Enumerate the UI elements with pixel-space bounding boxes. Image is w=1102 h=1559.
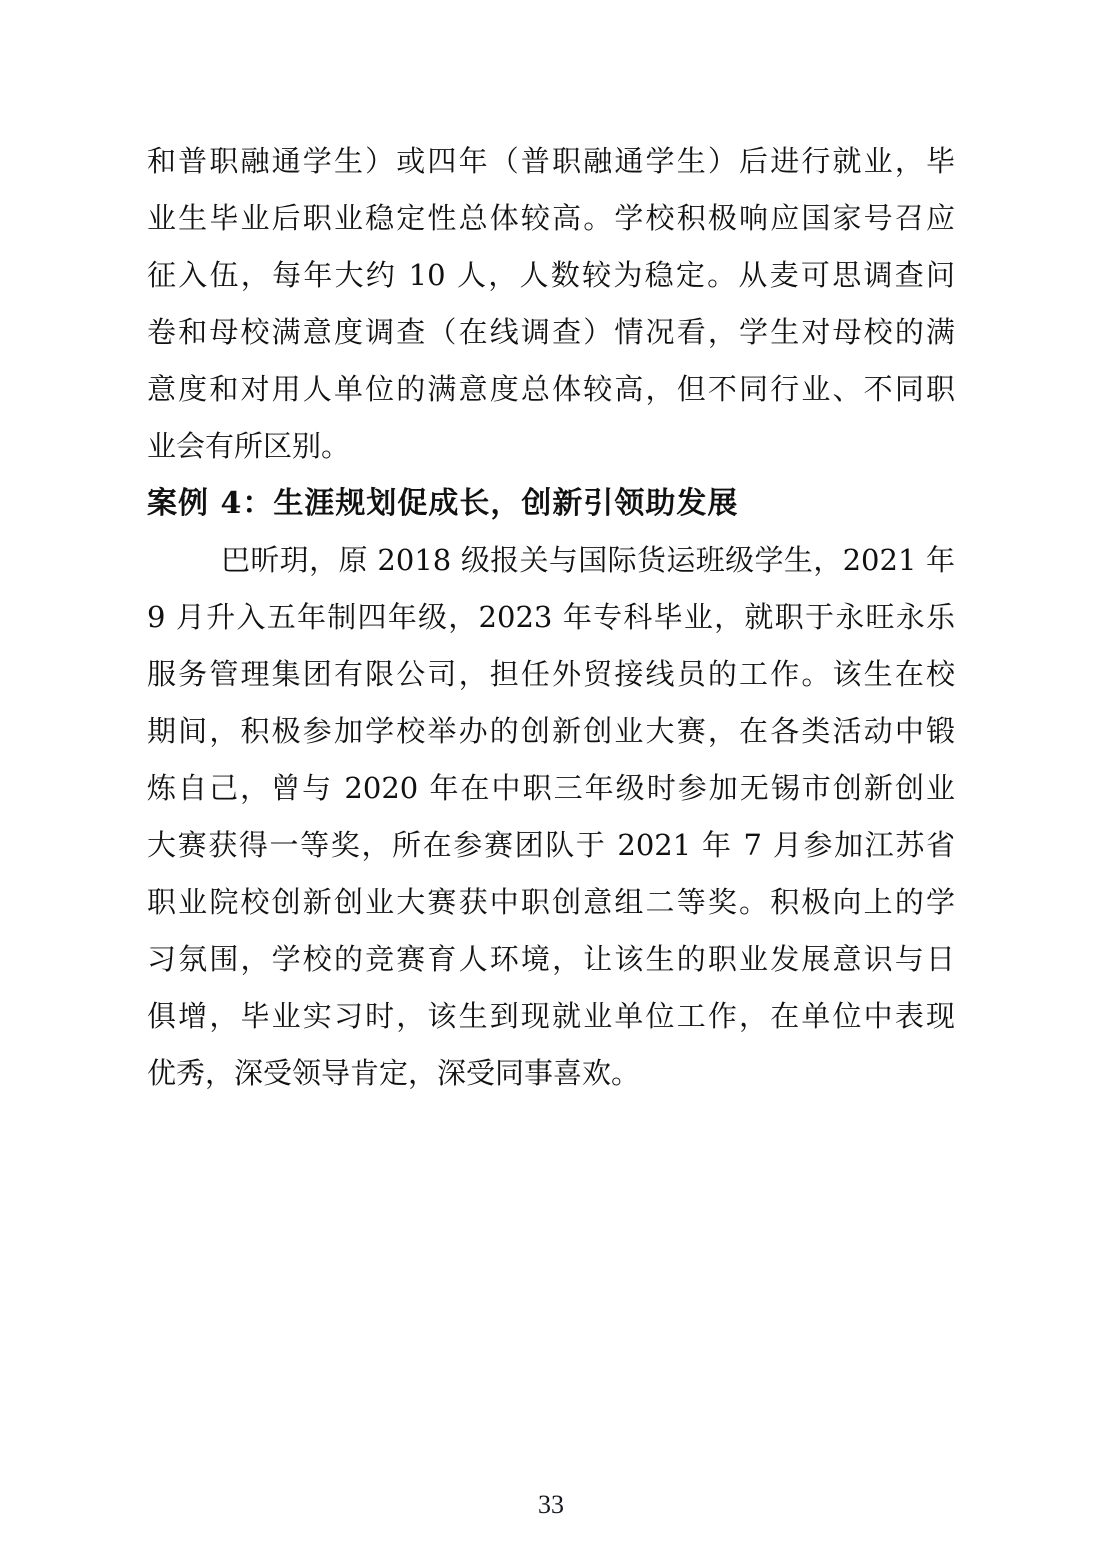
intro-paragraph-line: 意度和对用人单位的满意度总体较高，但不同行业、不同职 xyxy=(147,372,955,406)
intro-paragraph-line: 和普职融通学生）或四年（普职融通学生）后进行就业，毕 xyxy=(147,144,955,178)
intro-paragraph-line: 卷和母校满意度调查（在线调查）情况看，学生对母校的满 xyxy=(147,315,955,349)
intro-paragraph-line: 业会有所区别。 xyxy=(147,429,351,463)
case-paragraph-line: 大赛获得一等奖，所在参赛团队于 2021 年 7 月参加江苏省 xyxy=(147,828,955,862)
intro-paragraph-line: 业生毕业后职业稳定性总体较高。学校积极响应国家号召应 xyxy=(147,201,955,235)
case-paragraph-line: 习氛围，学校的竞赛育人环境，让该生的职业发展意识与日 xyxy=(147,942,955,976)
page-body-text xyxy=(147,133,955,1102)
case-paragraph-line: 巴昕玥，原 2018 级报关与国际货运班级学生，2021 年 xyxy=(221,543,955,577)
intro-paragraph-line: 征入伍，每年大约 10 人，人数较为稳定。从麦可思调查问 xyxy=(147,258,955,292)
case-paragraph-line: 职业院校创新创业大赛获中职创意组二等奖。积极向上的学 xyxy=(147,885,955,919)
case-heading: 案例 4：生涯规划促成长，创新引领助发展 xyxy=(147,486,739,521)
case-paragraph-line: 优秀，深受领导肯定，深受同事喜欢。 xyxy=(147,1056,641,1090)
case-paragraph-line: 俱增，毕业实习时，该生到现就业单位工作，在单位中表现 xyxy=(147,999,955,1033)
page-number: 33 xyxy=(538,1490,564,1519)
case-paragraph-line: 9 月升入五年制四年级，2023 年专科毕业，就职于永旺永乐 xyxy=(147,600,955,634)
case-paragraph-line: 服务管理集团有限公司，担任外贸接线员的工作。该生在校 xyxy=(147,657,955,691)
case-paragraph-line: 炼自己，曾与 2020 年在中职三年级时参加无锡市创新创业 xyxy=(147,771,955,805)
case-paragraph-line: 期间，积极参加学校举办的创新创业大赛，在各类活动中锻 xyxy=(147,714,955,748)
